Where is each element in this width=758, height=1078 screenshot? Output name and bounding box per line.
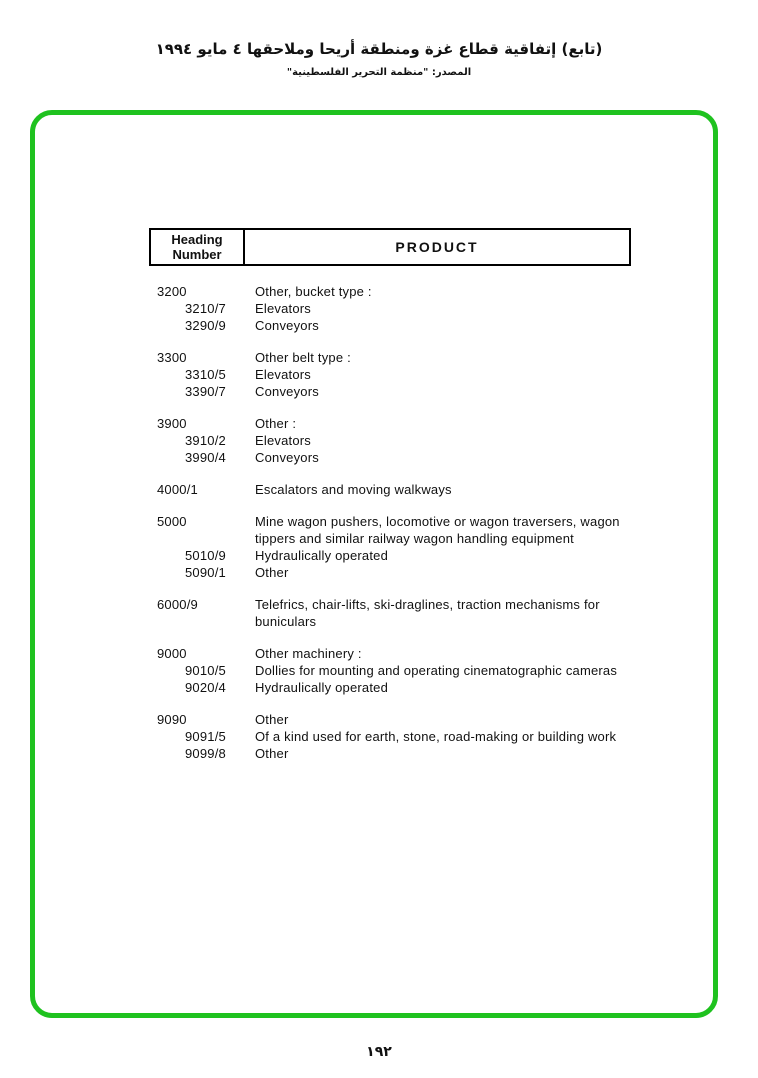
heading-group	[157, 513, 639, 581]
table-header	[149, 228, 631, 266]
heading-number-cell: 3290/9	[185, 318, 226, 333]
table-row	[157, 662, 639, 679]
table-row	[157, 283, 639, 300]
column-header-product: PRODUCT	[395, 239, 479, 255]
table-row	[157, 349, 639, 366]
heading-number-cell: 3200	[157, 284, 187, 299]
table-row	[157, 317, 639, 334]
page-header	[0, 40, 758, 78]
product-table-body	[157, 283, 639, 777]
product-cell: Mine wagon pushers, locomotive or wagon traversers, wagon tippers and similar railway wagon handling equipment	[255, 514, 620, 546]
product-cell: Dollies for mounting and operating cinematographic cameras	[255, 663, 618, 678]
page-number: ١٩٢	[366, 1044, 392, 1060]
product-cell: Other	[255, 565, 289, 580]
product-cell: Hydraulically operated	[255, 680, 389, 695]
heading-group	[157, 481, 639, 498]
table-row	[157, 449, 639, 466]
heading-group	[157, 415, 639, 466]
table-row	[157, 596, 639, 630]
heading-number-cell: 3990/4	[185, 450, 226, 465]
product-cell: Hydraulically operated	[255, 548, 389, 563]
heading-number-cell: 3900	[157, 416, 187, 431]
product-cell: Other machinery :	[255, 646, 362, 661]
product-cell: Elevators	[255, 433, 311, 448]
table-row	[157, 745, 639, 762]
table-row	[157, 645, 639, 662]
column-header-heading-number: Heading Number	[151, 230, 245, 264]
table-row	[157, 547, 639, 564]
product-cell: Other :	[255, 416, 297, 431]
product-cell: Elevators	[255, 367, 311, 382]
table-row	[157, 564, 639, 581]
heading-number-cell: 3910/2	[185, 433, 226, 448]
heading-number-cell: 3210/7	[185, 301, 226, 316]
heading-group	[157, 596, 639, 630]
product-cell: Telefrics, chair-lifts, ski-draglines, traction mechanisms for buniculars	[255, 597, 600, 629]
product-cell: Other	[255, 712, 289, 727]
heading-number-cell: 5000	[157, 514, 187, 529]
document-title-arabic: (تابع) إتفاقية قطاع غزة ومنطقة أريحا وملاحقها ٤ مايو ١٩٩٤	[155, 40, 603, 58]
heading-number-cell: 3300	[157, 350, 187, 365]
table-row	[157, 711, 639, 728]
table-row	[157, 728, 639, 745]
product-cell: Of a kind used for earth, stone, road-making or building work	[255, 729, 617, 744]
heading-number-cell: 9010/5	[185, 663, 226, 678]
document-source-arabic: المصدر: "منظمة التحرير الفلسطينية"	[286, 67, 472, 78]
table-row	[157, 366, 639, 383]
table-row	[157, 481, 639, 498]
table-row	[157, 679, 639, 696]
heading-group	[157, 711, 639, 762]
heading-number-cell: 4000/1	[157, 482, 198, 497]
heading-group	[157, 645, 639, 696]
heading-number-cell: 3310/5	[185, 367, 226, 382]
product-cell: Other belt type :	[255, 350, 351, 365]
table-row	[157, 432, 639, 449]
product-cell: Other, bucket type :	[255, 284, 372, 299]
heading-number-cell: 9020/4	[185, 680, 226, 695]
heading-number-cell: 9091/5	[185, 729, 226, 744]
table-row	[157, 513, 639, 547]
heading-number-cell: 5010/9	[185, 548, 226, 563]
heading-group	[157, 283, 639, 334]
heading-number-cell: 6000/9	[157, 597, 198, 612]
product-cell: Conveyors	[255, 318, 319, 333]
product-cell: Elevators	[255, 301, 311, 316]
table-row	[157, 383, 639, 400]
table-row	[157, 300, 639, 317]
table-row	[157, 415, 639, 432]
product-cell: Conveyors	[255, 450, 319, 465]
product-cell: Other	[255, 746, 289, 761]
product-cell: Conveyors	[255, 384, 319, 399]
heading-number-cell: 5090/1	[185, 565, 226, 580]
heading-number-cell: 9090	[157, 712, 187, 727]
heading-number-cell: 9000	[157, 646, 187, 661]
product-cell: Escalators and moving walkways	[255, 482, 452, 497]
heading-group	[157, 349, 639, 400]
heading-number-cell: 3390/7	[185, 384, 226, 399]
heading-number-cell: 9099/8	[185, 746, 226, 761]
page-border	[30, 110, 718, 1018]
